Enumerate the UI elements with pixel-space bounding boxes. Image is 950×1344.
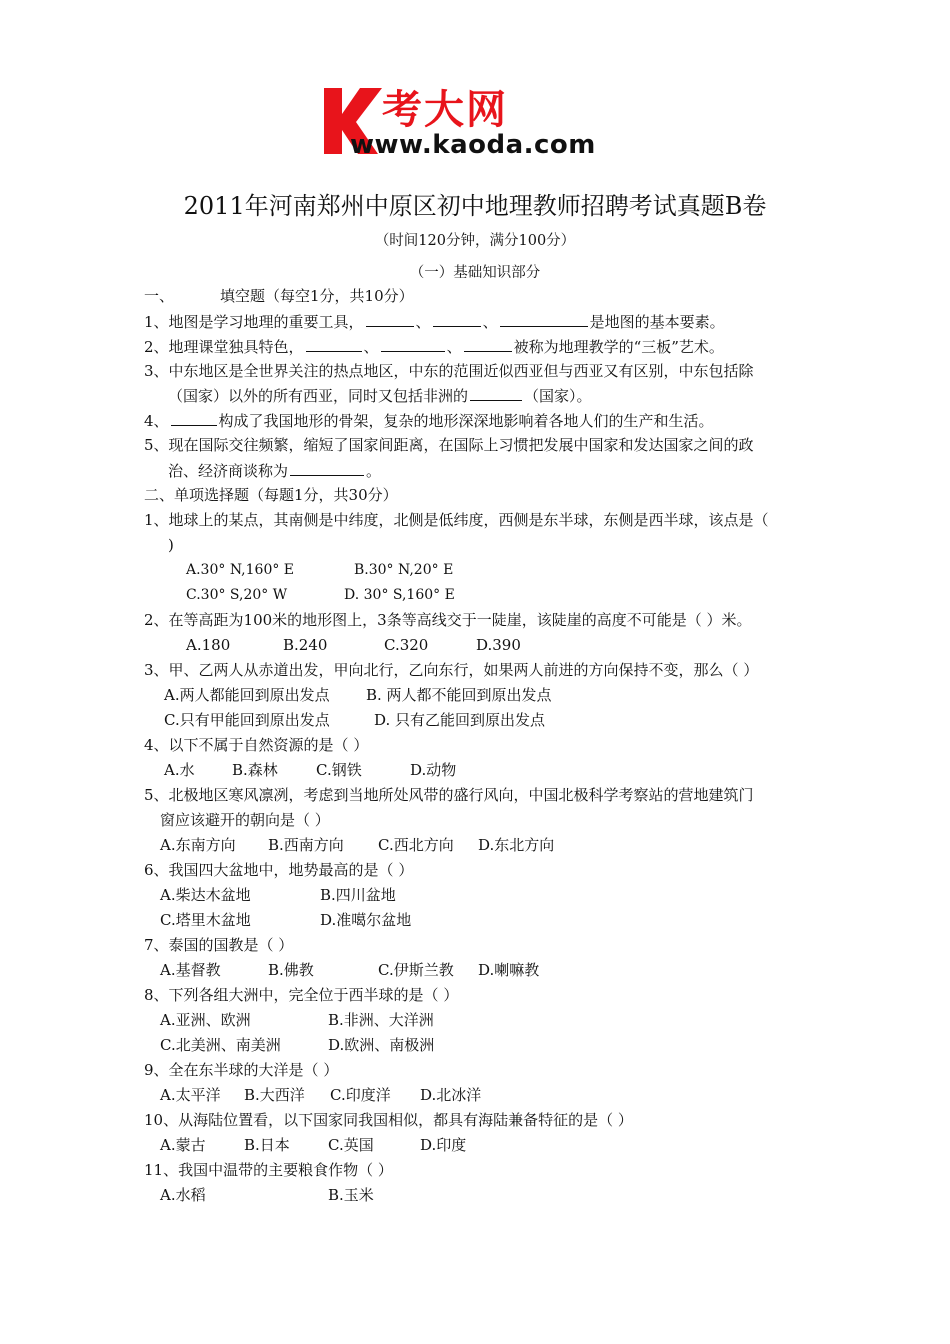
section-heading-choice: 二、单项选择题（每题1分，共30分） — [144, 486, 398, 504]
answer-blank[interactable] — [171, 410, 217, 426]
option-b[interactable]: B.日本 — [244, 1136, 290, 1154]
option-c[interactable]: C.塔里木盆地 — [160, 911, 251, 929]
option-c[interactable]: C.北美洲、南美洲 — [160, 1036, 281, 1054]
option-c[interactable]: C.西北方向 — [378, 836, 454, 854]
option-d[interactable]: D.北冰洋 — [420, 1086, 482, 1104]
option-a[interactable]: A.蒙古 — [160, 1136, 206, 1154]
option-b[interactable]: B.非洲、大洋洲 — [328, 1011, 434, 1029]
mc-question-5-line2: 窗应该避开的朝向是（ ） — [160, 811, 330, 829]
option-c[interactable]: C.印度洋 — [330, 1086, 391, 1104]
option-b[interactable]: B.四川盆地 — [320, 886, 396, 904]
option-c[interactable]: C.伊斯兰教 — [378, 961, 454, 979]
mc-question-3: 3、甲、乙两人从赤道出发，甲向北行，乙向东行，如果两人前进的方向保持不变，那么（ ） — [144, 661, 759, 679]
answer-blank[interactable] — [464, 336, 512, 352]
logo-chinese-text: 考大网 — [382, 87, 508, 133]
option-b[interactable]: B.玉米 — [328, 1186, 374, 1204]
option-a[interactable]: A.水 — [164, 761, 195, 779]
mc-question-5-line1: 5、北极地区寒风凛冽，考虑到当地所处风带的盛行风向，中国北极科学考察站的营地建筑门 — [144, 786, 754, 804]
answer-blank[interactable] — [290, 460, 364, 476]
fill-question-5-line2: 治、经济商谈称为 。 — [168, 462, 382, 480]
mc-question-10: 10、从海陆位置看，以下国家同我国相似，都具有海陆兼备特征的是（ ） — [144, 1111, 633, 1129]
option-c[interactable]: C.30° S,20° W — [186, 587, 288, 603]
option-a[interactable]: A.两人都能回到原出发点 — [164, 686, 330, 704]
kaoda-logo — [320, 82, 640, 162]
option-b[interactable]: B.森林 — [232, 761, 278, 779]
fill-question-3-line2: （国家）以外的所有西亚，同时又包括非洲的 （国家）。 — [168, 387, 592, 405]
option-b[interactable]: B.佛教 — [268, 961, 314, 979]
mc-question-1: 1、地球上的某点，其南侧是中纬度，北侧是低纬度，西侧是东半球，东侧是西半球，该点是（ — [144, 511, 769, 529]
option-a[interactable]: A.基督教 — [160, 961, 221, 979]
option-a[interactable]: A.30° N,160° E — [186, 562, 295, 578]
option-a[interactable]: A.180 — [186, 636, 231, 654]
mc-question-7: 7、泰国的国教是（ ） — [144, 936, 294, 954]
mc-question-6: 6、我国四大盆地中，地势最高的是（ ） — [144, 861, 414, 879]
answer-blank[interactable] — [306, 336, 362, 352]
option-b[interactable]: B.西南方向 — [268, 836, 344, 854]
section-heading-fill — [144, 286, 414, 306]
option-c[interactable]: C.只有甲能回到原出发点 — [164, 711, 330, 729]
mc-question-11: 11、我国中温带的主要粮食作物（ ） — [144, 1161, 393, 1179]
option-b[interactable]: B.大西洋 — [244, 1086, 305, 1104]
answer-blank[interactable] — [433, 311, 481, 327]
option-a[interactable]: A.东南方向 — [160, 836, 236, 854]
mc-question-2: 2、在等高距为100米的地形图上，3条等高线交于一陡崖，该陡崖的高度不可能是（ ）米。 — [144, 611, 752, 629]
section-heading-text: 填空题（每空1分，共10分） — [220, 287, 414, 305]
section-number: 一、 — [144, 287, 175, 305]
option-c[interactable]: C.320 — [384, 636, 429, 654]
option-d[interactable]: D.欧洲、南极洲 — [328, 1036, 435, 1054]
exam-time-note: （时间120分钟，满分100分） — [374, 233, 576, 249]
option-a[interactable]: A.亚洲、欧洲 — [160, 1011, 251, 1029]
option-b[interactable]: B.30° N,20° E — [354, 562, 454, 578]
answer-blank[interactable] — [366, 311, 414, 327]
answer-blank[interactable] — [470, 385, 522, 401]
option-d[interactable]: D.东北方向 — [478, 836, 555, 854]
option-a[interactable]: A.柴达木盆地 — [160, 886, 251, 904]
option-d[interactable]: D.印度 — [420, 1136, 467, 1154]
option-d[interactable]: D.喇嘛教 — [478, 961, 540, 979]
option-d[interactable]: D.准噶尔盆地 — [320, 911, 412, 929]
option-d[interactable]: D. 只有乙能回到原出发点 — [374, 711, 546, 729]
option-d[interactable]: D.动物 — [410, 761, 457, 779]
fill-question-4: 4、 构成了我国地形的骨架，复杂的地形深深地影响着各地人们的生产和生活。 — [144, 412, 714, 430]
logo-url-text: www.kaoda.com — [350, 130, 596, 160]
answer-blank[interactable] — [381, 336, 445, 352]
option-a[interactable]: A.水稻 — [160, 1186, 206, 1204]
option-b[interactable]: B. 两人都不能回到原出发点 — [366, 686, 552, 704]
fill-question-2: 2、地理课堂独具特色， 、 、 被称为地理教学的“三板”艺术。 — [144, 338, 724, 356]
mc-question-1-cont: ) — [168, 536, 174, 554]
fill-question-1: 1、地图是学习地理的重要工具， 、 、 是地图的基本要素。 — [144, 313, 725, 331]
mc-question-4: 4、以下不属于自然资源的是（ ） — [144, 736, 369, 754]
part-heading: （一）基础知识部分 — [409, 265, 541, 281]
answer-blank[interactable] — [500, 311, 588, 327]
mc-question-9: 9、全在东半球的大洋是（ ） — [144, 1061, 339, 1079]
page-title: 2011年河南郑州中原区初中地理教师招聘考试真题B卷 — [183, 192, 767, 220]
option-d[interactable]: D.390 — [476, 636, 521, 654]
mc-question-8: 8、下列各组大洲中，完全位于西半球的是（ ） — [144, 986, 459, 1004]
option-c[interactable]: C.钢铁 — [316, 761, 362, 779]
option-b[interactable]: B.240 — [283, 636, 328, 654]
fill-question-5-line1: 5、现在国际交往频繁，缩短了国家间距离，在国际上习惯把发展中国家和发达国家之间的政 — [144, 436, 754, 454]
option-d[interactable]: D. 30° S,160° E — [344, 587, 455, 603]
option-a[interactable]: A.太平洋 — [160, 1086, 221, 1104]
fill-question-3-line1: 3、中东地区是全世界关注的热点地区，中东的范围近似西亚但与西亚又有区别，中东包括除 — [144, 362, 754, 380]
option-c[interactable]: C.英国 — [328, 1136, 374, 1154]
